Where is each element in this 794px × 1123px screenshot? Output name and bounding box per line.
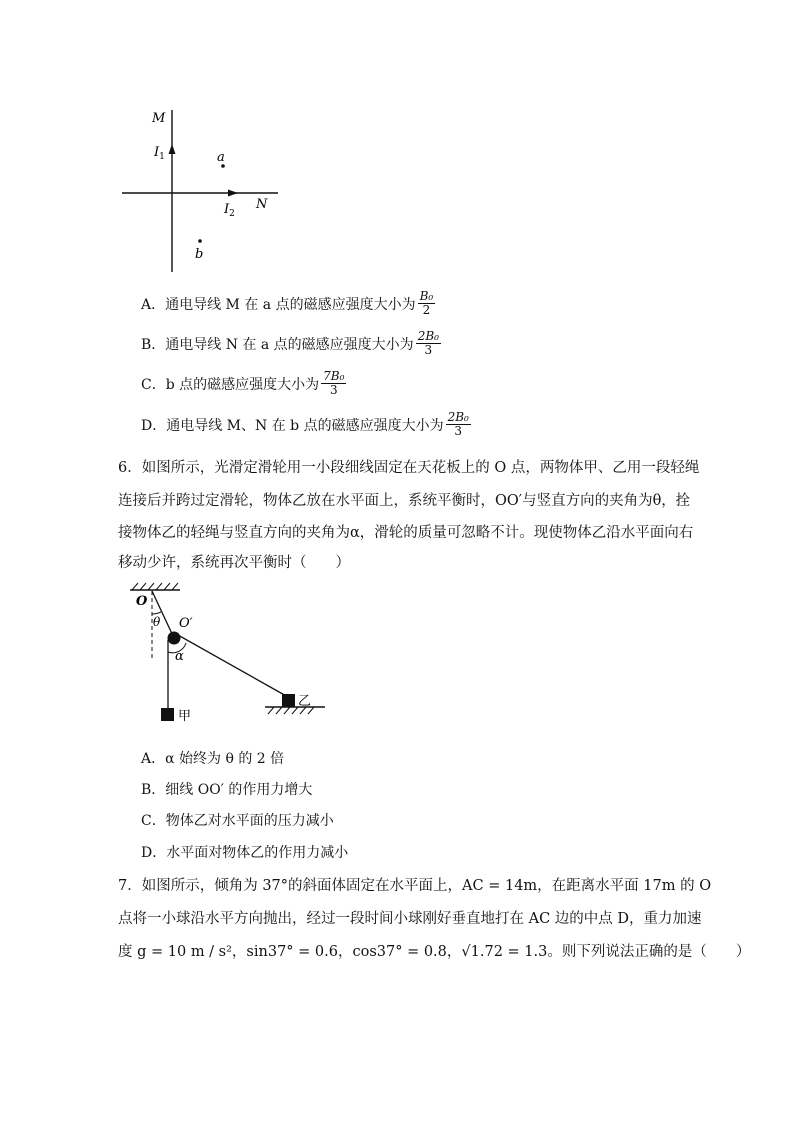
q6-option-d[interactable]: D．水平面对物体乙的作用力减小 <box>141 845 349 861</box>
label-I2: $I_2$ <box>224 202 235 219</box>
q6-stem-line-2: 连接后并跨过定滑轮，物体乙放在水平面上，系统平衡时，OO′与竖直方向的夹角为θ，拴 <box>118 493 691 509</box>
q6-stem-line-3: 接物体乙的轻绳与竖直方向的夹角为α，滑轮的质量可忽略不计。现使物体乙沿水平面向右 <box>118 525 694 541</box>
q7-stem-line-2: 点将一小球沿水平方向抛出，经过一段时间小球刚好垂直地打在 AC 边的中点 D，重力加速 <box>118 911 702 927</box>
q7-stem-line-1: 7．如图所示，倾角为 37°的斜面体固定在水平面上，AC = 14m，在距离水平面 17m 的 O <box>118 878 712 894</box>
label-O-prime: O′ <box>179 616 193 631</box>
q5-option-d[interactable]: D．通电导线 M、N 在 b 点的磁感应强度大小为 $\frac{\text{2B₀}}{3}$ <box>141 410 469 438</box>
label-O: O <box>136 594 148 609</box>
label-N: N <box>256 197 268 212</box>
label-jia: 甲 <box>178 709 192 724</box>
label-I1: $I_1$ <box>154 145 165 162</box>
fraction: $\frac{\text{7B₀}}{3}$ <box>323 369 345 397</box>
q6-option-c[interactable]: C．物体乙对水平面的压力减小 <box>141 813 334 829</box>
label-b: b <box>195 247 204 262</box>
q6-stem-line-1: 6．如图所示，光滑定滑轮用一小段细线固定在天花板上的 O 点，两物体甲、乙用一段轻绳 <box>118 460 700 476</box>
fraction: $\frac{\text{B₀}}{2}$ <box>419 289 434 317</box>
q5-option-b[interactable]: B．通电导线 N 在 a 点的磁感应强度大小为 $\frac{\text{2B₀}}{3}$ <box>141 329 439 357</box>
label-yi: 乙 <box>298 694 312 709</box>
q6-option-a[interactable]: A．α 始终为 θ 的 2 倍 <box>141 751 285 767</box>
q5-option-c[interactable]: C．b 点的磁感应强度大小为 $\frac{\text{7B₀}}{3}$ <box>141 369 345 397</box>
pulley-diagram <box>120 580 330 730</box>
label-theta: θ <box>153 615 161 629</box>
wire-diagram <box>110 100 290 280</box>
label-alpha: α <box>175 649 184 664</box>
fraction: $\frac{\text{2B₀}}{3}$ <box>447 410 469 438</box>
q6-stem-line-4: 移动少许，系统再次平衡时（ ） <box>118 555 350 571</box>
fraction: $\frac{\text{2B₀}}{3}$ <box>417 329 439 357</box>
q7-stem-line-3: 度 g = 10 m / s²，sin37° = 0.6，cos37° = 0.8，√1.72 = 1.3。则下列说法正确的是（ ） <box>118 944 751 960</box>
label-a: a <box>217 150 225 165</box>
q6-option-b[interactable]: B．细线 OO′ 的作用力增大 <box>141 782 313 798</box>
q5-option-a[interactable]: A．通电导线 M 在 a 点的磁感应强度大小为 $\frac{\text{B₀}}{2}$ <box>141 289 434 317</box>
label-M: M <box>152 111 166 126</box>
